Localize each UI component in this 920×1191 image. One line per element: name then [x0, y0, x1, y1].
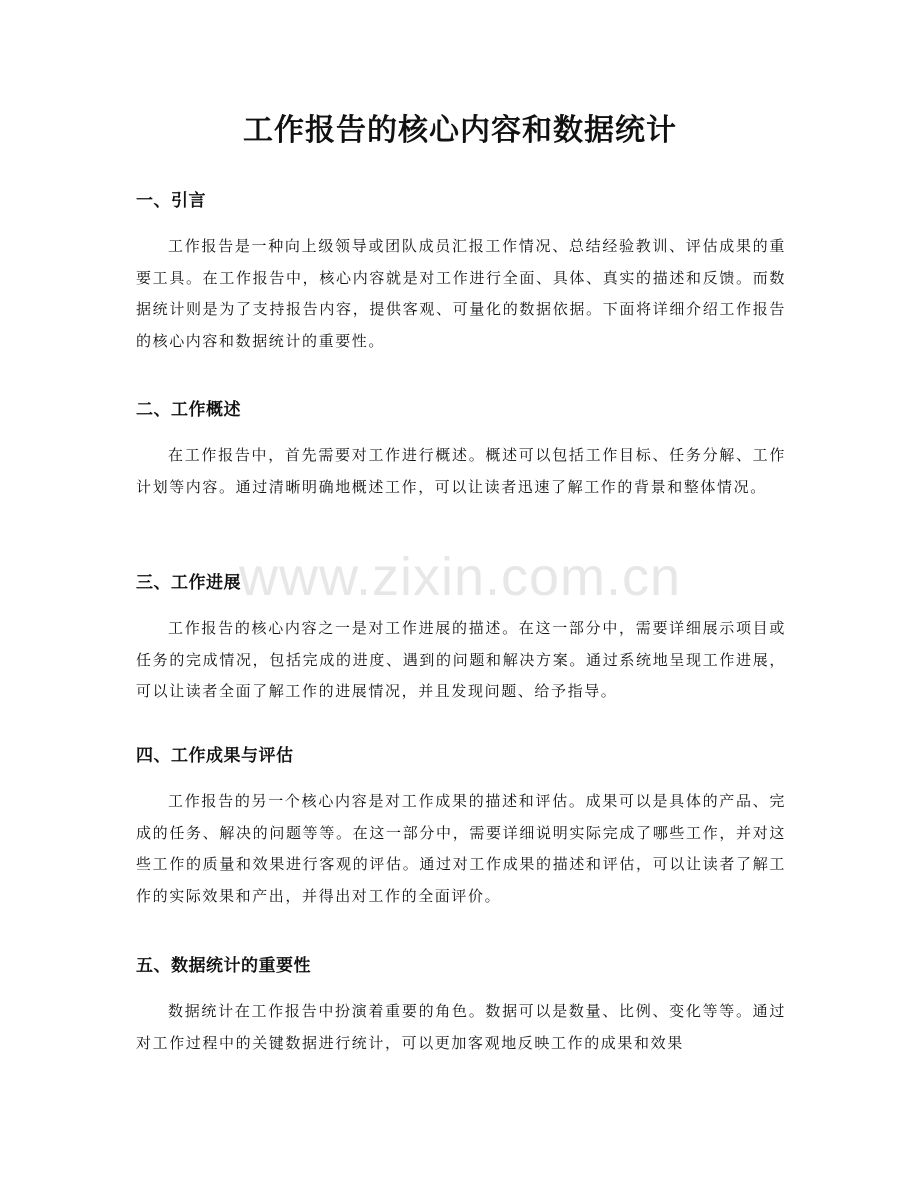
section-paragraph: 工作报告的另一个核心内容是对工作成果的描述和评估。成果可以是具体的产品、完成的任务、解决的问题等等。在这一部分中，需要详细说明实际完成了哪些工作，并对这些工作的质量和效果进行客观的评估。通过对工作成果的描述和评估，可以让读者了解工作的实际效果和产出，并得出对工作的全面评价。: [136, 792, 786, 905]
section-data-statistics: [136, 952, 786, 1059]
section-paragraph: 工作报告是一种向上级领导或团队成员汇报工作情况、总结经验教训、评估成果的重要工具。在工作报告中，核心内容就是对工作进行全面、具体、真实的描述和反馈。而数据统计则是为了支持报告内容，提供客观、可量化的数据依据。下面将详细介绍工作报告的核心内容和数据统计的重要性。: [136, 237, 786, 350]
watermark: www.zixin.com.cn: [238, 547, 682, 607]
section-work-overview: [136, 396, 786, 503]
section-work-progress: [136, 569, 786, 708]
section-introduction: [136, 187, 786, 357]
section-heading: 三、工作进展: [136, 573, 241, 593]
section-heading: 四、工作成果与评估: [136, 746, 294, 766]
section-paragraph: 在工作报告中，首先需要对工作进行概述。概述可以包括工作目标、任务分解、工作计划等内容。通过清晰明确地概述工作，可以让读者迅速了解工作的背景和整体情况。: [136, 446, 786, 496]
document-title: 工作报告的核心内容和数据统计: [243, 113, 677, 148]
section-paragraph: 数据统计在工作报告中扮演着重要的角色。数据可以是数量、比例、变化等等。通过对工作过程中的关键数据进行统计，可以更加客观地反映工作的成果和效果: [136, 1002, 786, 1052]
section-paragraph: 工作报告的核心内容之一是对工作进展的描述。在这一部分中，需要详细展示项目或任务的完成情况，包括完成的进度、遇到的问题和解决方案。通过系统地呈现工作进展，可以让读者全面了解工作的进展情况，并且发现问题、给予指导。: [136, 619, 786, 700]
section-heading: 五、数据统计的重要性: [136, 956, 311, 976]
section-heading: 一、引言: [136, 191, 206, 211]
section-results-evaluation: [136, 742, 786, 912]
section-heading: 二、工作概述: [136, 400, 241, 420]
